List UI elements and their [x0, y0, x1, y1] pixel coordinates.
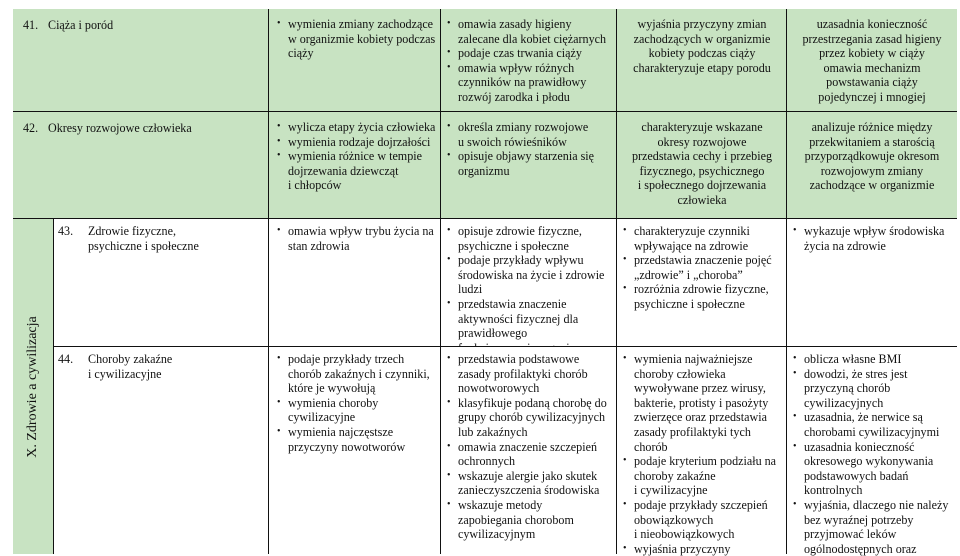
requirement-item: analizuje różnice między przekwitaniem a starością	[809, 120, 935, 149]
requirement-item: • dowodzi, że stres jest przyczyną chorób cywilizacyjnych	[790, 367, 954, 411]
table-row	[13, 112, 957, 218]
requirement-item: • określa zmiany rozwojowe u swoich rówieśników	[444, 120, 614, 149]
requirement-item: • uzasadnia, że nerwice są chorobami cywilizacyjnymi	[790, 410, 954, 439]
requirement-item: • omawia znaczenie szczepień ochronnych	[444, 440, 614, 469]
lesson-number: 43.	[58, 224, 74, 238]
lesson-number: 42.	[23, 121, 39, 135]
requirements-extended	[441, 347, 617, 554]
requirement-item: • przedstawia znaczenie pojęć „zdrowie” i „choroba”	[620, 253, 784, 282]
table-row	[54, 347, 957, 554]
requirement-item: • oblicza własne BMI	[790, 352, 954, 367]
requirement-item: przedstawia cechy i przebieg fizycznego, psychicznego i społecznego dojrzewania człowieka	[631, 149, 772, 207]
requirements-extended	[441, 219, 617, 346]
requirements-basic	[269, 112, 441, 218]
requirement-item: • opisuje objawy starzenia się organizmu	[444, 149, 614, 178]
requirement-item: • omawia wpływ trybu życia na stan zdrowia	[274, 224, 436, 253]
requirement-item: • podaje kryterium podziału na choroby zakaźne i cywilizacyjne	[620, 454, 784, 498]
requirement-item: • wymienia choroby cywilizacyjne	[274, 396, 436, 425]
requirement-item: • omawia zasady higieny zalecane dla kobiet ciężarnych	[444, 17, 614, 46]
topic-cell	[13, 9, 269, 111]
requirement-item: • charakteryzuje czynniki wpływające na zdrowie	[620, 224, 784, 253]
chapter-label-cell	[13, 219, 53, 554]
requirement-item: • wylicza etapy życia człowieka	[274, 120, 436, 135]
table-row	[13, 9, 957, 111]
requirement-item: • rozróżnia zdrowie fizyczne, psychiczne i społeczne	[620, 282, 784, 311]
requirements-extended	[441, 112, 617, 218]
table-row	[54, 219, 957, 346]
requirements-advanced	[617, 219, 787, 346]
requirement-item: • wykazuje wpływ środowiska życia na zdrowie	[790, 224, 954, 253]
requirement-item: wyjaśnia przyczyny zmian zachodzących w organizmie kobiety podczas ciąży	[633, 17, 771, 61]
requirement-item: • wyjaśnia przyczyny	[620, 542, 784, 556]
requirement-item: • wymienia najczęstsze przyczyny nowotworów	[274, 425, 436, 454]
lesson-topic: Okresy rozwojowe człowieka	[48, 121, 192, 135]
requirement-item: • podaje przykłady trzech chorób zakaźnych i czynniki, które je wywołują	[274, 352, 436, 396]
chapter-title: X. Zdrowie a cywilizacja	[25, 315, 40, 458]
requirement-item: • wyjaśnia, dlaczego nie należy bez wyraźnej potrzeby przyjmować leków ogólnodostępnych oraz	[790, 498, 954, 556]
lesson-number: 44.	[58, 352, 74, 366]
requirement-item: • uzasadnia konieczność okresowego wykonywania podstawowych badań kontrolnych	[790, 440, 954, 498]
requirement-item: • podaje przykłady wpływu środowiska na życie i zdrowie ludzi	[444, 253, 614, 297]
topic-cell	[54, 347, 269, 554]
requirement-item: • klasyfikuje podaną chorobę do grupy chorób cywilizacyjnych lub zakaźnych	[444, 396, 614, 440]
requirement-item: • wymienia rodzaje dojrzałości	[274, 135, 436, 150]
lesson-topic: Ciąża i poród	[48, 18, 114, 32]
curriculum-table	[13, 9, 957, 554]
requirements-highest	[787, 219, 957, 346]
lesson-topic: Zdrowie fizyczne, psychiczne i społeczne	[88, 224, 199, 253]
requirements-highest	[787, 112, 957, 218]
requirements-basic	[269, 9, 441, 111]
requirements-highest	[787, 347, 957, 554]
lesson-topic: Choroby zakaźne i cywilizacyjne	[88, 352, 173, 381]
requirements-basic	[269, 347, 441, 554]
requirement-item: charakteryzuje wskazane okresy rozwojowe	[641, 120, 763, 149]
requirements-advanced	[617, 347, 787, 554]
requirement-item: omawia mechanizm powstawania ciąży pojedynczej i mnogiej	[818, 60, 926, 104]
requirement-item: • wymienia najważniejsze choroby człowieka wywoływane przez wirusy, bakterie, protisty i pasożyty zwierzęce oraz przedstawia zasady profilaktyki tych chorób	[620, 352, 784, 454]
requirement-item: • podaje czas trwania ciąży	[444, 46, 614, 61]
requirement-item: • wskazuje metody zapobiegania chorobom cywilizacyjnym	[444, 498, 614, 542]
requirement-item: • wymienia różnice w tempie dojrzewania dziewcząt i chłopców	[274, 149, 436, 193]
requirement-item: • opisuje zdrowie fizyczne, psychiczne i społeczne	[444, 224, 614, 253]
topic-cell	[13, 112, 269, 218]
requirement-item: • przedstawia podstawowe zasady profilaktyki chorób nowotworowych	[444, 352, 614, 396]
requirement-item: • wymienia zmiany zachodzące w organizmie kobiety podczas ciąży	[274, 17, 436, 61]
requirements-advanced	[617, 112, 787, 218]
requirements-extended	[441, 9, 617, 111]
requirement-item: przyporządkowuje okresom rozwojowym zmiany zachodzące w organizmie	[804, 149, 940, 193]
requirement-item: • wskazuje alergie jako skutek zanieczyszczenia środowiska	[444, 469, 614, 498]
requirement-item: • omawia wpływ różnych czynników na prawidłowy rozwój zarodka i płodu	[444, 61, 614, 105]
requirement-item: • podaje przykłady szczepień obowiązkowych i nieobowiązkowych	[620, 498, 784, 542]
lesson-number: 41.	[23, 18, 39, 32]
requirement-item: uzasadnia konieczność przestrzegania zasad higieny przez kobiety w ciąży	[802, 17, 942, 61]
requirements-highest	[787, 9, 957, 111]
topic-cell	[54, 219, 269, 346]
requirements-advanced	[617, 9, 787, 111]
requirement-item: charakteryzuje etapy porodu	[633, 60, 771, 75]
requirement-item: • przedstawia znaczenie aktywności fizycznej dla prawidłowego	[444, 297, 614, 355]
requirements-basic	[269, 219, 441, 346]
